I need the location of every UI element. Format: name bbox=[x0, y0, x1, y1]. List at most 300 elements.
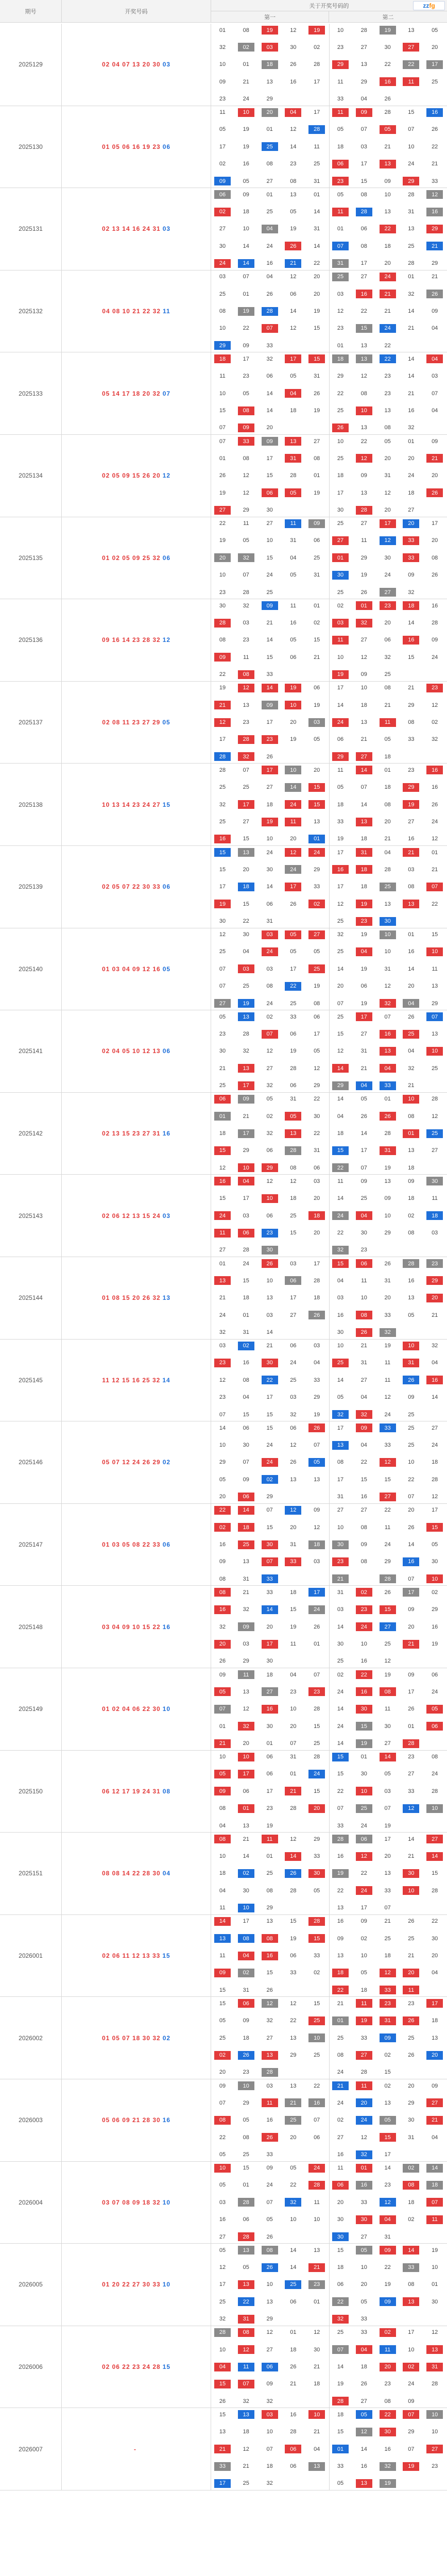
grid-cell: 16 bbox=[243, 1360, 249, 1366]
grid-cell: 09 bbox=[384, 178, 391, 184]
grid-cell: 12 bbox=[384, 1394, 391, 1401]
grid-cell: 33 bbox=[408, 736, 415, 743]
grid-cell: 19 bbox=[285, 684, 301, 692]
grid-cell bbox=[308, 588, 325, 597]
grid-cell: 03 bbox=[332, 619, 349, 628]
grid-cell: 07 bbox=[384, 1013, 391, 1020]
grid-cell: 25 bbox=[314, 1740, 320, 1747]
grid-cell bbox=[426, 1657, 443, 1666]
grid-cell bbox=[285, 1986, 301, 1994]
grid-cell: 16 bbox=[290, 78, 297, 85]
grid-cell: 25 bbox=[290, 1212, 297, 1219]
grid-cell: 07 bbox=[219, 2099, 226, 2106]
grid-divider bbox=[329, 1915, 330, 1997]
red-balls: 10 13 14 23 24 27 bbox=[101, 801, 161, 808]
grid-cell: 02 bbox=[214, 208, 231, 216]
grid-cell: 01 bbox=[219, 1260, 226, 1267]
grid-cell: 24 bbox=[285, 800, 301, 809]
grid-cell: 03 bbox=[219, 274, 226, 280]
grid-cell: 19 bbox=[238, 307, 254, 316]
grid-cell: 04 bbox=[384, 849, 391, 856]
site-logo[interactable] bbox=[413, 1, 445, 10]
grid-cell: 17 bbox=[266, 1788, 273, 1794]
grid-cell: 20 bbox=[426, 2051, 443, 2060]
grid-cell: 06 bbox=[290, 1082, 297, 1089]
grid-cell: 28 bbox=[243, 589, 249, 596]
grid-cell bbox=[308, 917, 325, 926]
grid-cell: 17 bbox=[214, 2479, 231, 2488]
grid-cell: 24 bbox=[219, 1312, 226, 1318]
grid-cell: 18 bbox=[308, 1540, 325, 1549]
period-number: 2025139 bbox=[0, 846, 62, 928]
grid-cell: 33 bbox=[314, 884, 320, 890]
grid-cell bbox=[285, 506, 301, 515]
grid-cell: 28 bbox=[332, 2397, 349, 2405]
grid-cell: 21 bbox=[432, 866, 438, 873]
grid-cell bbox=[308, 2068, 325, 2077]
draw-numbers bbox=[62, 1010, 211, 1092]
blue-ball: 06 bbox=[162, 1047, 171, 1055]
grid-cell: 30 bbox=[384, 554, 391, 561]
header-period: 期号 bbox=[0, 0, 62, 23]
grid-cell: 26 bbox=[290, 61, 297, 68]
grid-cell: 21 bbox=[432, 161, 438, 167]
grid-cell: 08 bbox=[432, 1754, 438, 1760]
grid-cell: 11 bbox=[361, 537, 367, 544]
grid-cell: 04 bbox=[380, 2215, 396, 2224]
table-row bbox=[0, 1668, 447, 1751]
grid-cell: 10 bbox=[238, 108, 254, 117]
grid-cell: 19 bbox=[243, 126, 249, 133]
number-grid bbox=[211, 1010, 447, 1092]
grid-cell: 04 bbox=[243, 948, 249, 955]
grid-cell: 09 bbox=[432, 637, 438, 643]
grid-cell: 32 bbox=[432, 1343, 438, 1349]
grid-cell: 25 bbox=[432, 78, 438, 85]
grid-cell bbox=[285, 1246, 301, 1255]
grid-cell: 14 bbox=[426, 2164, 443, 2173]
grid-cell: 05 bbox=[380, 125, 396, 134]
grid-cell: 13 bbox=[238, 1064, 254, 1073]
grid-cell: 32 bbox=[285, 2198, 301, 2207]
grid-cell: 14 bbox=[408, 1836, 415, 1842]
grid-cell: 31 bbox=[332, 259, 349, 268]
grid-cell bbox=[308, 423, 325, 432]
grid-cell: 09 bbox=[219, 78, 226, 85]
grid-cell: 29 bbox=[314, 1394, 320, 1401]
grid-cell: 19 bbox=[290, 226, 297, 232]
grid-cell: 32 bbox=[243, 1606, 249, 1613]
grid-cell: 28 bbox=[262, 2068, 278, 2077]
grid-cell: 04 bbox=[356, 2345, 372, 2354]
grid-cell: 06 bbox=[262, 2363, 278, 2371]
grid-cell: 32 bbox=[266, 1130, 273, 1137]
grid-cell: 09 bbox=[243, 2018, 249, 2024]
grid-cell: 11 bbox=[384, 1360, 391, 1366]
grid-cell: 19 bbox=[356, 2016, 372, 2025]
red-balls: 06 12 17 19 24 31 bbox=[101, 1787, 161, 1795]
grid-cell: 19 bbox=[314, 983, 320, 990]
grid-cell: 06 bbox=[360, 983, 367, 990]
grid-cell: 06 bbox=[337, 2281, 344, 2288]
grid-cell: 20 bbox=[360, 2281, 367, 2288]
grid-cell: 25 bbox=[332, 1359, 349, 1367]
grid-cell: 32 bbox=[238, 752, 254, 761]
draw-numbers bbox=[62, 1257, 211, 1339]
grid-cell: 12 bbox=[243, 472, 249, 479]
grid-cell bbox=[308, 341, 325, 350]
grid-cell: 15 bbox=[219, 408, 226, 414]
grid-cell: 14 bbox=[337, 2364, 344, 2370]
grid-cell: 31 bbox=[290, 1754, 297, 1760]
grid-cell: 10 bbox=[337, 1343, 344, 1349]
grid-cell: 07 bbox=[219, 965, 226, 972]
grid-cell: 22 bbox=[332, 1986, 349, 1994]
grid-cell: 32 bbox=[384, 654, 391, 660]
grid-cell: 11 bbox=[243, 520, 249, 527]
draw-numbers bbox=[62, 517, 211, 599]
grid-cell bbox=[403, 1821, 419, 1830]
grid-cell bbox=[426, 2150, 443, 2159]
grid-cell: 08 bbox=[337, 1459, 344, 1466]
table-row bbox=[0, 1421, 447, 1504]
grid-cell: 30 bbox=[380, 917, 396, 926]
draw-numbers bbox=[62, 928, 211, 1010]
draw-numbers bbox=[62, 2326, 211, 2408]
grid-cell: 21 bbox=[384, 1918, 391, 1925]
period-number: 2026004 bbox=[0, 2162, 62, 2244]
grid-divider bbox=[329, 2244, 330, 2326]
grid-cell: 13 bbox=[243, 1688, 249, 1695]
grid-cell: 12 bbox=[262, 1999, 278, 2008]
grid-cell: 17 bbox=[356, 1012, 372, 1021]
period-number: 2025132 bbox=[0, 270, 62, 352]
grid-cell: 06 bbox=[290, 1953, 297, 1959]
grid-cell: 05 bbox=[285, 1112, 301, 1121]
grid-cell: 24 bbox=[262, 947, 278, 956]
grid-cell: 21 bbox=[285, 1787, 301, 1795]
grid-cell: 03 bbox=[266, 1312, 273, 1318]
grid-cell: 20 bbox=[219, 2069, 226, 2076]
grid-cell: 17 bbox=[238, 1770, 254, 1778]
grid-cell: 30 bbox=[243, 1442, 249, 1449]
grid-cell: 21 bbox=[219, 1065, 226, 1072]
grid-cell: 15 bbox=[314, 1723, 320, 1730]
grid-cell: 12 bbox=[380, 1458, 396, 1467]
grid-cell: 21 bbox=[384, 836, 391, 842]
period-number: 2025131 bbox=[0, 188, 62, 270]
grid-cell: 14 bbox=[266, 408, 273, 414]
grid-cell: 33 bbox=[380, 1986, 396, 1994]
grid-cell bbox=[285, 95, 301, 104]
grid-cell: 12 bbox=[432, 836, 438, 842]
grid-cell: 10 bbox=[219, 572, 226, 579]
grid-cell: 08 bbox=[266, 983, 273, 990]
grid-cell: 22 bbox=[432, 901, 438, 907]
grid-cell: 13 bbox=[308, 2462, 325, 2471]
grid-cell: 03 bbox=[290, 1394, 297, 1401]
grid-cell: 24 bbox=[432, 654, 438, 660]
grid-cell: 27 bbox=[408, 1771, 415, 1777]
grid-cell bbox=[403, 917, 419, 926]
grid-cell: 30 bbox=[426, 1177, 443, 1185]
grid-cell: 02 bbox=[403, 2164, 419, 2173]
grid-cell: 26 bbox=[266, 2233, 273, 2240]
grid-cell: 33 bbox=[266, 1589, 273, 1596]
grid-cell: 03 bbox=[262, 43, 278, 52]
grid-cell: 14 bbox=[332, 1064, 349, 1073]
grid-cell: 29 bbox=[266, 1494, 273, 1500]
grid-cell: 33 bbox=[290, 1013, 297, 1020]
grid-cell: 07 bbox=[384, 1805, 391, 1812]
grid-cell: 19 bbox=[360, 572, 367, 579]
grid-cell: 06 bbox=[290, 291, 297, 297]
grid-cell: 01 bbox=[432, 849, 438, 856]
grid-cell bbox=[285, 588, 301, 597]
grid-cell: 18 bbox=[356, 865, 372, 874]
grid-cell: 06 bbox=[290, 1343, 297, 1349]
grid-cell: 13 bbox=[285, 437, 301, 446]
grid-cell: 15 bbox=[380, 1605, 396, 1614]
grid-cell: 05 bbox=[432, 1541, 438, 1548]
grid-cell: 17 bbox=[238, 1081, 254, 1090]
draw-numbers bbox=[62, 1833, 211, 1914]
grid-cell: 09 bbox=[243, 1476, 249, 1483]
grid-cell: 32 bbox=[356, 2150, 372, 2159]
grid-cell: 27 bbox=[360, 44, 367, 50]
grid-cell: 03 bbox=[360, 143, 367, 150]
red-balls: - bbox=[134, 2445, 136, 2453]
grid-cell: 29 bbox=[243, 507, 249, 514]
grid-cell: 08 bbox=[314, 1000, 320, 1007]
grid-cell: 07 bbox=[266, 2199, 273, 2206]
grid-cell: 15 bbox=[337, 2247, 344, 2253]
grid-cell: 16 bbox=[408, 1277, 415, 1284]
grid-cell: 32 bbox=[238, 1722, 254, 1731]
grid-cell: 23 bbox=[426, 684, 443, 692]
grid-cell: 07 bbox=[332, 242, 349, 250]
grid-cell: 22 bbox=[314, 1130, 320, 1137]
grid-cell: 13 bbox=[384, 901, 391, 907]
grid-cell: 24 bbox=[337, 1688, 344, 1695]
grid-cell: 33 bbox=[266, 671, 273, 678]
grid-cell: 24 bbox=[266, 2182, 273, 2189]
grid-cell: 21 bbox=[408, 1082, 415, 1089]
grid-cell: 27 bbox=[219, 226, 226, 232]
grid-cell: 26 bbox=[432, 572, 438, 579]
grid-cell: 18 bbox=[384, 1953, 391, 1959]
grid-cell: 21 bbox=[408, 685, 415, 691]
grid-cell: 12 bbox=[384, 489, 391, 496]
period-number: 2025149 bbox=[0, 1668, 62, 1750]
grid-cell: 11 bbox=[332, 208, 349, 216]
grid-cell: 23 bbox=[266, 1805, 273, 1812]
grid-cell: 14 bbox=[360, 1130, 367, 1137]
grid-cell: 20 bbox=[314, 767, 320, 773]
grid-cell: 10 bbox=[219, 390, 226, 397]
grid-cell: 23 bbox=[356, 917, 372, 926]
grid-cell: 21 bbox=[408, 1953, 415, 1959]
grid-cell: 25 bbox=[219, 291, 226, 297]
grid-cell: 11 bbox=[290, 1641, 297, 1648]
grid-cell: 31 bbox=[238, 2315, 254, 2324]
grid-cell: 10 bbox=[356, 406, 372, 415]
grid-cell: 10 bbox=[238, 1904, 254, 1912]
grid-cell: 18 bbox=[408, 2199, 415, 2206]
grid-cell: 13 bbox=[360, 719, 367, 726]
grid-cell: 30 bbox=[262, 1359, 278, 1367]
grid-cell: 08 bbox=[243, 1377, 249, 1383]
grid-cell: 14 bbox=[238, 259, 254, 268]
grid-cell: 25 bbox=[314, 2052, 320, 2059]
grid-cell: 27 bbox=[266, 2346, 273, 2353]
blue-ball: 05 bbox=[162, 965, 171, 973]
grid-cell: 17 bbox=[403, 1588, 419, 1597]
grid-cell: 28 bbox=[356, 208, 372, 216]
grid-cell: 18 bbox=[219, 1870, 226, 1877]
grid-cell: 07 bbox=[262, 324, 278, 333]
grid-cell: 29 bbox=[432, 1606, 438, 1613]
grid-cell: 25 bbox=[408, 1935, 415, 1942]
grid-cell: 25 bbox=[219, 2035, 226, 2041]
grid-cell: 02 bbox=[337, 602, 344, 609]
grid-cell: 14 bbox=[262, 684, 278, 692]
grid-cell: 27 bbox=[432, 1425, 438, 1431]
grid-cell: 25 bbox=[243, 784, 249, 791]
grid-cell: 30 bbox=[219, 243, 226, 249]
grid-cell: 20 bbox=[290, 836, 297, 842]
grid-cell: 10 bbox=[219, 1754, 226, 1760]
grid-cell: 05 bbox=[214, 1770, 231, 1778]
grid-cell bbox=[426, 1163, 443, 1172]
grid-cell: 26 bbox=[360, 2381, 367, 2387]
grid-cell: 20 bbox=[290, 719, 297, 726]
grid-cell: 07 bbox=[219, 425, 226, 431]
grid-cell: 10 bbox=[238, 1163, 254, 1172]
grid-cell: 23 bbox=[290, 1688, 297, 1695]
grid-cell: 11 bbox=[337, 1178, 343, 1184]
grid-cell: 29 bbox=[408, 2429, 415, 2435]
grid-cell: 20 bbox=[262, 108, 278, 117]
grid-cell: 23 bbox=[380, 601, 396, 610]
grid-cell: 05 bbox=[285, 930, 301, 939]
grid-cell: 04 bbox=[214, 2363, 231, 2371]
grid-cell: 27 bbox=[426, 1835, 443, 1843]
grid-cell: 18 bbox=[408, 489, 415, 496]
grid-cell: 20 bbox=[214, 553, 231, 562]
grid-cell: 19 bbox=[432, 1641, 438, 1648]
grid-cell: 13 bbox=[290, 2082, 297, 2089]
grid-cell: 15 bbox=[360, 178, 367, 184]
grid-cell: 13 bbox=[408, 27, 415, 33]
grid-cell: 05 bbox=[285, 488, 301, 497]
grid-cell: 25 bbox=[408, 1425, 415, 1431]
grid-cell: 14 bbox=[408, 355, 415, 362]
grid-cell: 08 bbox=[408, 1113, 415, 1120]
grid-cell: 09 bbox=[432, 438, 438, 445]
grid-cell: 18 bbox=[337, 1130, 344, 1137]
table-row bbox=[0, 1093, 447, 1175]
grid-cell bbox=[308, 1574, 325, 1583]
grid-cell: 23 bbox=[360, 1247, 367, 1253]
grid-cell: 14 bbox=[243, 1853, 249, 1860]
grid-cell: 28 bbox=[214, 619, 231, 628]
number-grid bbox=[211, 517, 447, 599]
grid-cell: 01 bbox=[243, 2182, 249, 2189]
red-balls: 01 05 07 18 30 32 bbox=[101, 2034, 161, 2042]
red-balls: 02 06 22 23 24 28 bbox=[101, 2363, 161, 2371]
grid-cell: 23 bbox=[243, 637, 249, 643]
grid-cell: 21 bbox=[380, 290, 396, 298]
grid-cell: 12 bbox=[432, 2329, 438, 2336]
grid-cell: 15 bbox=[332, 1146, 349, 1155]
grid-cell: 26 bbox=[290, 901, 297, 907]
grid-divider bbox=[329, 599, 330, 681]
grid-cell: 20 bbox=[384, 1853, 391, 1860]
grid-cell: 24 bbox=[356, 1886, 372, 1895]
grid-cell: 18 bbox=[290, 1195, 297, 1202]
grid-cell: 24 bbox=[214, 1211, 231, 1220]
grid-cell: 24 bbox=[262, 1458, 278, 1467]
grid-cell: 09 bbox=[219, 2082, 226, 2089]
grid-cell: 01 bbox=[266, 1740, 273, 1747]
grid-cell: 15 bbox=[308, 354, 325, 363]
grid-cell: 13 bbox=[219, 2429, 226, 2435]
blue-ball: 10 bbox=[162, 1705, 171, 1713]
grid-cell: 24 bbox=[408, 161, 415, 167]
grid-cell: 26 bbox=[285, 242, 301, 250]
grid-cell bbox=[308, 2479, 325, 2488]
grid-cell: 05 bbox=[308, 1458, 325, 1467]
grid-cell: 11 bbox=[384, 1706, 391, 1713]
grid-cell: 27 bbox=[290, 1312, 297, 1318]
grid-cell: 20 bbox=[384, 260, 391, 267]
grid-cell: 01 bbox=[384, 767, 391, 773]
grid-cell: 12 bbox=[219, 1164, 226, 1171]
grid-cell: 11 bbox=[314, 143, 320, 150]
grid-cell: 22 bbox=[262, 1376, 278, 1384]
red-balls: 05 06 09 21 28 30 bbox=[101, 2116, 161, 2124]
grid-cell: 28 bbox=[432, 2381, 438, 2387]
grid-cell: 02 bbox=[266, 1113, 273, 1120]
grid-cell: 24 bbox=[266, 1442, 273, 1449]
grid-cell: 17 bbox=[314, 1260, 320, 1267]
period-number: 2025130 bbox=[0, 106, 62, 188]
grid-cell: 31 bbox=[337, 1589, 344, 1596]
grid-cell: 11 bbox=[356, 2081, 372, 2090]
grid-cell: 16 bbox=[214, 1605, 231, 1614]
grid-cell: 13 bbox=[403, 2297, 419, 2306]
table-row bbox=[0, 846, 447, 928]
grid-cell: 10 bbox=[337, 27, 344, 33]
grid-cell: 16 bbox=[266, 260, 273, 267]
grid-cell: 24 bbox=[337, 2069, 344, 2076]
grid-cell: 30 bbox=[432, 1935, 438, 1942]
grid-cell: 24 bbox=[290, 1360, 297, 1366]
red-balls: 02 04 07 13 20 30 bbox=[101, 61, 161, 69]
grid-cell: 06 bbox=[426, 1722, 443, 1731]
grid-cell: 10 bbox=[380, 930, 396, 939]
grid-cell bbox=[285, 1574, 301, 1583]
grid-cell bbox=[403, 1657, 419, 1666]
grid-cell: 21 bbox=[408, 1853, 415, 1860]
grid-cell: 33 bbox=[314, 1853, 320, 1860]
grid-cell: 07 bbox=[403, 2410, 419, 2419]
grid-cell: 30 bbox=[337, 507, 344, 514]
grid-cell: 22 bbox=[380, 225, 396, 233]
grid-cell: 13 bbox=[384, 408, 391, 414]
grid-cell: 33 bbox=[360, 2329, 367, 2336]
